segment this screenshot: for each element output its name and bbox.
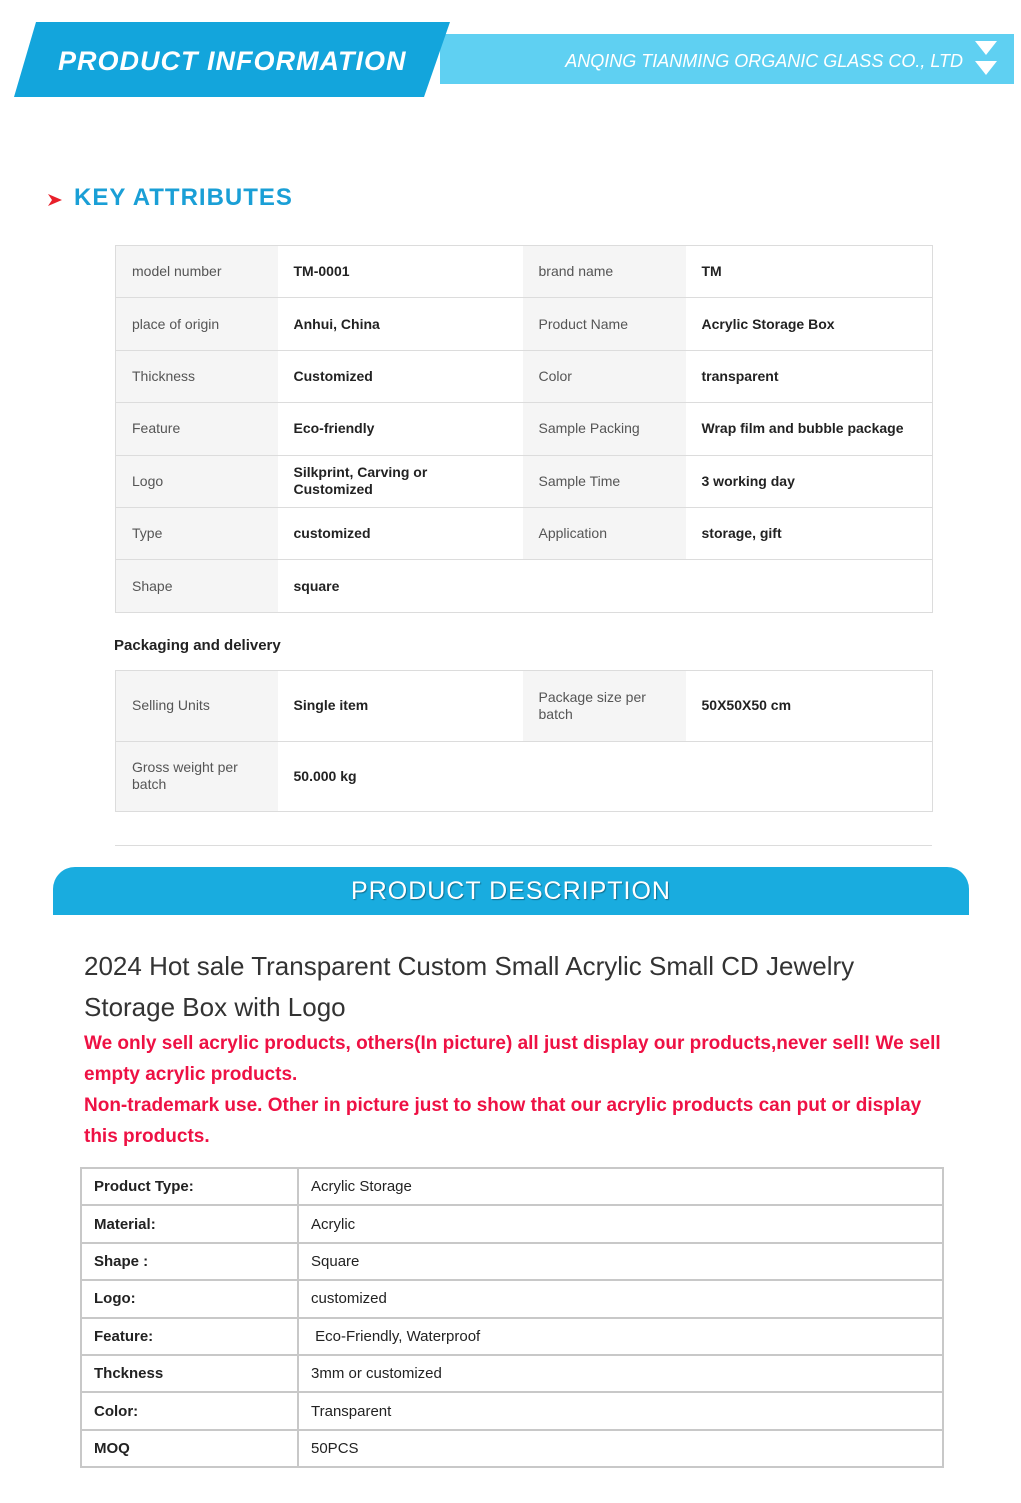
attribute-value: TM-0001 xyxy=(278,246,523,298)
spec-value: Acrylic xyxy=(298,1205,943,1242)
spec-label: Feature: xyxy=(81,1318,298,1355)
attribute-value: transparent xyxy=(686,350,933,402)
attribute-row xyxy=(116,350,933,402)
attribute-value: Acrylic Storage Box xyxy=(686,298,933,350)
attribute-value: Eco-friendly xyxy=(278,403,523,455)
key-attributes-heading: KEY ATTRIBUTES xyxy=(74,184,293,211)
spec-value: Acrylic Storage xyxy=(298,1168,943,1205)
company-name: ANQING TIANMING ORGANIC GLASS CO., LTD xyxy=(565,51,963,71)
spec-row xyxy=(81,1392,943,1429)
attribute-label: Thickness xyxy=(116,350,278,402)
spec-label: Logo: xyxy=(81,1280,298,1317)
attribute-row xyxy=(116,246,933,298)
attribute-row xyxy=(116,403,933,455)
attribute-row xyxy=(116,741,933,812)
attribute-label: Feature xyxy=(116,403,278,455)
attribute-value: Wrap film and bubble package xyxy=(686,403,933,455)
attribute-label: brand name xyxy=(523,246,686,298)
attribute-label: Application xyxy=(523,507,686,559)
spec-label: Shape : xyxy=(81,1243,298,1280)
attribute-label: Sample Time xyxy=(523,455,686,507)
attribute-label: Product Name xyxy=(523,298,686,350)
attribute-value: storage, gift xyxy=(686,507,933,559)
attribute-value: 50.000 kg xyxy=(278,741,933,812)
spec-value: Square xyxy=(298,1243,943,1280)
attribute-label: model number xyxy=(116,246,278,298)
attribute-row xyxy=(116,507,933,559)
attribute-label: Logo xyxy=(116,455,278,507)
notice-text: We only sell acrylic products, others(In picture) all just display our products,never sell! We sell empty acrylic products. xyxy=(84,1033,941,1085)
spec-label: Thckness xyxy=(81,1355,298,1392)
arrow-right-icon xyxy=(47,192,63,208)
spec-label: Color: xyxy=(81,1392,298,1429)
page-title: PRODUCT INFORMATION xyxy=(58,46,407,76)
attribute-value: customized xyxy=(278,507,523,559)
attribute-value: 50X50X50 cm xyxy=(686,671,933,742)
spec-label: MOQ xyxy=(81,1430,298,1467)
chevron-down-icon xyxy=(975,61,997,75)
spec-row xyxy=(81,1318,943,1355)
attribute-label: Gross weight per batch xyxy=(116,741,278,812)
attribute-value: Silkprint, Carving or Customized xyxy=(278,455,523,507)
attribute-label: place of origin xyxy=(116,298,278,350)
packaging-table xyxy=(115,670,933,812)
product-title: 2024 Hot sale Transparent Custom Small Acrylic Small CD Jewelry Storage Box with Logo xyxy=(84,951,855,1022)
spec-row xyxy=(81,1168,943,1205)
attribute-value: TM xyxy=(686,246,933,298)
attribute-row xyxy=(116,560,933,612)
attribute-label: Color xyxy=(523,350,686,402)
attribute-label: Sample Packing xyxy=(523,403,686,455)
attribute-value: Single item xyxy=(278,671,523,742)
attribute-value: Customized xyxy=(278,350,523,402)
notice-text: Non-trademark use. Other in picture just to show that our acrylic products can put or display this products. xyxy=(84,1095,922,1147)
attribute-row xyxy=(116,671,933,742)
product-description-bar xyxy=(53,867,969,915)
chevron-down-icon xyxy=(975,41,997,55)
spec-table xyxy=(80,1167,944,1468)
attribute-value: 3 working day xyxy=(686,455,933,507)
attribute-label: Selling Units xyxy=(116,671,278,742)
packaging-heading: Packaging and delivery xyxy=(114,637,281,654)
attribute-value: Anhui, China xyxy=(278,298,523,350)
spec-label: Product Type: xyxy=(81,1168,298,1205)
spec-label: Material: xyxy=(81,1205,298,1242)
attribute-label: Type xyxy=(116,507,278,559)
spec-row xyxy=(81,1355,943,1392)
divider xyxy=(115,845,932,846)
product-description-title: PRODUCT DESCRIPTION xyxy=(351,877,671,905)
attribute-label: Package size per batch xyxy=(523,671,686,742)
attribute-row xyxy=(116,298,933,350)
spec-row xyxy=(81,1243,943,1280)
spec-value: Eco-Friendly, Waterproof xyxy=(298,1318,943,1355)
spec-value: 50PCS xyxy=(298,1430,943,1467)
spec-row xyxy=(81,1430,943,1467)
spec-value: 3mm or customized xyxy=(298,1355,943,1392)
attribute-label: Shape xyxy=(116,560,278,612)
spec-row xyxy=(81,1280,943,1317)
spec-value: Transparent xyxy=(298,1392,943,1429)
key-attributes-table xyxy=(115,245,933,613)
spec-row xyxy=(81,1205,943,1242)
spec-value: customized xyxy=(298,1280,943,1317)
attribute-row xyxy=(116,455,933,507)
attribute-value: square xyxy=(278,560,933,612)
